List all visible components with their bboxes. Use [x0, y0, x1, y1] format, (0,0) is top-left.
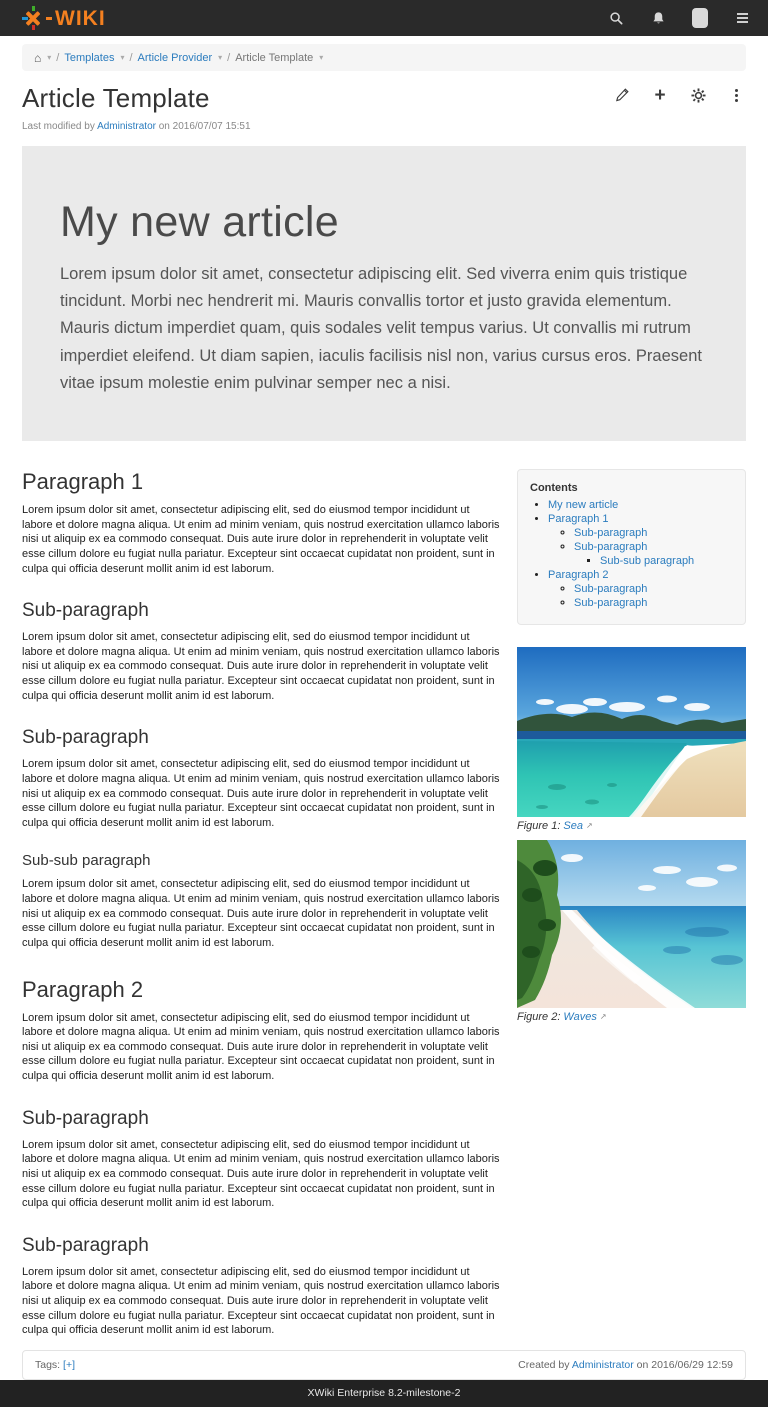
section-heading: Paragraph 2	[22, 976, 144, 1002]
toc-link[interactable]: Sub-paragraph	[574, 597, 648, 610]
figure-2-caption: Figure 2: Waves ↗	[517, 1011, 607, 1024]
toc-item	[574, 540, 733, 568]
chevron-down-icon[interactable]: ▾	[120, 53, 125, 62]
xwiki-logo-dash	[46, 17, 52, 20]
section-body: Lorem ipsum dolor sit amet, consectetur adipiscing elit, sed do eiusmod tempor incididunt ut labore et dolore magna aliqua. Ut enim ad minim veniam, quis nostrud exercitation ullamco laboris nisi ut aliquip ex ea commodo consequat. Duis aute irure dolor in reprehenderit in voluptate velit esse cillum dolore eu fugiat nulla pariatur. Excepteur sint occaecat cupidatat non proident, sunt in culpa qui officia deserunt mollit anim id est laborum.	[22, 1011, 500, 1083]
toc-item	[600, 554, 733, 568]
external-link-icon: ↗	[599, 1012, 607, 1022]
top-navbar	[0, 0, 768, 36]
figure-2-waves-image[interactable]	[517, 840, 746, 1008]
xwiki-logo-x-icon	[22, 6, 44, 30]
add-tag-button[interactable]: [+]	[63, 1358, 75, 1371]
toc-link[interactable]: My new article	[548, 499, 619, 512]
article-hero	[22, 146, 746, 441]
home-icon[interactable]: ⌂	[34, 50, 42, 65]
section-heading: Sub-paragraph	[22, 1234, 149, 1256]
figure-1-link[interactable]: Sea	[563, 820, 583, 833]
toc-link[interactable]: Paragraph 2	[548, 569, 609, 582]
toc-item	[574, 582, 733, 596]
chevron-down-icon[interactable]: ▾	[319, 53, 324, 62]
toc-link[interactable]: Sub-sub paragraph	[600, 555, 695, 568]
menu-hamburger-icon[interactable]	[734, 10, 750, 26]
created-by-meta: Created by Administrator on 2016/06/29 12:59	[518, 1358, 733, 1371]
toc-title: Contents	[530, 482, 578, 495]
section-body: Lorem ipsum dolor sit amet, consectetur adipiscing elit, sed do eiusmod tempor incididunt ut labore et dolore magna aliqua. Ut enim ad minim veniam, quis nostrud exercitation ullamco laboris nisi ut aliquip ex ea commodo consequat. Duis aute irure dolor in reprehenderit in voluptate velit esse cillum dolore eu fugiat nulla pariatur. Excepteur sint occaecat cupidatat non proident, sunt in culpa qui officia deserunt mollit anim id est laborum.	[22, 758, 500, 829]
modified-by-user-link[interactable]: Administrator	[97, 121, 156, 132]
search-icon[interactable]	[608, 10, 624, 26]
section-body: Lorem ipsum dolor sit amet, consectetur adipiscing elit, sed do eiusmod tempor incididunt ut labore et dolore magna aliqua. Ut enim ad minim veniam, quis nostrud exercitation ullamco laboris nisi ut aliquip ex ea commodo consequat. Duis aute irure dolor in reprehenderit in voluptate velit esse cillum dolore eu fugiat nulla pariatur. Excepteur sint occaecat cupidatat non proident, sunt in culpa qui officia deserunt mollit anim id est laborum.	[22, 504, 500, 575]
chevron-down-icon[interactable]: ▾	[47, 53, 52, 62]
tags-area	[35, 1359, 75, 1371]
section-heading: Sub-paragraph	[22, 1107, 149, 1129]
notifications-bell-icon[interactable]	[650, 10, 666, 26]
page-title: Article Template	[22, 83, 210, 113]
xwiki-logo[interactable]	[22, 6, 106, 30]
figure-2-link[interactable]: Waves	[563, 1011, 597, 1024]
toc-link[interactable]: Sub-paragraph	[574, 583, 648, 596]
breadcrumb: ⌂ ▾ / Templates ▾ / Article Provider ▾ / Article Template ▾	[22, 44, 746, 71]
article-sections	[22, 469, 500, 1344]
xwiki-logo-text: WIKI	[55, 6, 106, 30]
toc-item	[548, 498, 733, 512]
created-by-user-link[interactable]: Administrator	[571, 1358, 634, 1371]
avatar-icon	[692, 8, 708, 28]
section-body: Lorem ipsum dolor sit amet, consectetur adipiscing elit, sed do eiusmod tempor incididunt ut labore et dolore magna aliqua. Ut enim ad minim veniam, quis nostrud exercitation ullamco laboris nisi ut aliquip ex ea commodo consequat. Duis aute irure dolor in reprehenderit in voluptate velit esse cillum dolore eu fugiat nulla pariatur. Excepteur sint occaecat cupidatat non proident, sunt in culpa qui officia deserunt mollit anim id est laborum.	[22, 878, 500, 949]
breadcrumb-item-current: Article Template	[235, 51, 314, 64]
user-avatar[interactable]	[692, 10, 708, 26]
figure-2	[517, 840, 746, 1023]
add-plus-icon[interactable]: +	[654, 84, 666, 106]
figure-1-sea-image[interactable]	[517, 647, 746, 817]
toc-list	[530, 498, 733, 610]
article-hero-lead: Lorem ipsum dolor sit amet, consectetur adipiscing elit. Sed viverra enim quis tristique tincidunt. Morbi nec hendrerit mi. Mauris convallis tortor et justo gravida elementum. Mauris dictum imperdiet quam, quis sodales velit tempus varius. Ut convallis mi rutrum imperdiet eleifend. Ut diam sapien, iaculis facilisis nisl non, varius cursus eros. Praesent vitae ipsum molestie enim pulvinar semper nec a nisi.	[60, 265, 702, 392]
section-body: Lorem ipsum dolor sit amet, consectetur adipiscing elit, sed do eiusmod tempor incididunt ut labore et dolore magna aliqua. Ut enim ad minim veniam, quis nostrud exercitation ullamco laboris nisi ut aliquip ex ea commodo consequat. Duis aute irure dolor in reprehenderit in voluptate velit esse cillum dolore eu fugiat nulla pariatur. Excepteur sint occaecat cupidatat non proident, sunt in culpa qui officia deserunt mollit anim id est laborum.	[22, 1138, 500, 1210]
tags-label: Tags:	[35, 1358, 61, 1371]
more-options-kebab-icon[interactable]	[728, 87, 744, 103]
toc-link[interactable]: Sub-paragraph	[574, 527, 648, 540]
app-footer	[0, 1380, 768, 1407]
external-link-icon: ↗	[586, 821, 593, 831]
document-footer	[22, 1350, 746, 1380]
figure-1	[517, 647, 746, 832]
last-modified-meta: Last modified by Administrator on 2016/07/07 15:51	[22, 121, 251, 132]
section-body: Lorem ipsum dolor sit amet, consectetur adipiscing elit, sed do eiusmod tempor incididunt ut labore et dolore magna aliqua. Ut enim ad minim veniam, quis nostrud exercitation ullamco laboris nisi ut aliquip ex ea commodo consequat. Duis aute irure dolor in reprehenderit in voluptate velit esse cillum dolore eu fugiat nulla pariatur. Excepteur sint occaecat cupidatat non proident, sunt in culpa qui officia deserunt mollit anim id est laborum.	[22, 631, 500, 702]
article-hero-title: My new article	[60, 198, 339, 246]
toc-link[interactable]: Sub-paragraph	[574, 541, 648, 554]
section-heading: Sub-paragraph	[22, 600, 149, 622]
figure-1-caption: Figure 1: Sea ↗	[517, 820, 593, 833]
breadcrumb-item-article-provider[interactable]: Article Provider	[137, 51, 213, 64]
section-body: Lorem ipsum dolor sit amet, consectetur adipiscing elit, sed do eiusmod tempor incididunt ut labore et dolore magna aliqua. Ut enim ad minim veniam, quis nostrud exercitation ullamco laboris nisi ut aliquip ex ea commodo consequat. Duis aute irure dolor in reprehenderit in voluptate velit esse cillum dolore eu fugiat nulla pariatur. Excepteur sint occaecat cupidatat non proident, sunt in culpa qui officia deserunt mollit anim id est laborum.	[22, 1265, 500, 1337]
toc-link[interactable]: Paragraph 1	[548, 513, 609, 526]
version-label: XWiki Enterprise 8.2-milestone-2	[307, 1387, 461, 1400]
toc-item	[548, 512, 733, 568]
settings-gear-icon[interactable]	[690, 87, 706, 103]
edit-pencil-icon[interactable]	[614, 87, 630, 103]
section-heading: Paragraph 1	[22, 469, 144, 495]
section-heading: Sub-paragraph	[22, 727, 149, 749]
toc-item	[574, 526, 733, 540]
table-of-contents-panel	[517, 469, 746, 625]
toc-item	[574, 596, 733, 610]
chevron-down-icon[interactable]: ▾	[218, 53, 223, 62]
toc-item	[548, 568, 733, 610]
section-heading: Sub-sub paragraph	[22, 852, 151, 870]
breadcrumb-item-templates[interactable]: Templates	[64, 51, 115, 64]
